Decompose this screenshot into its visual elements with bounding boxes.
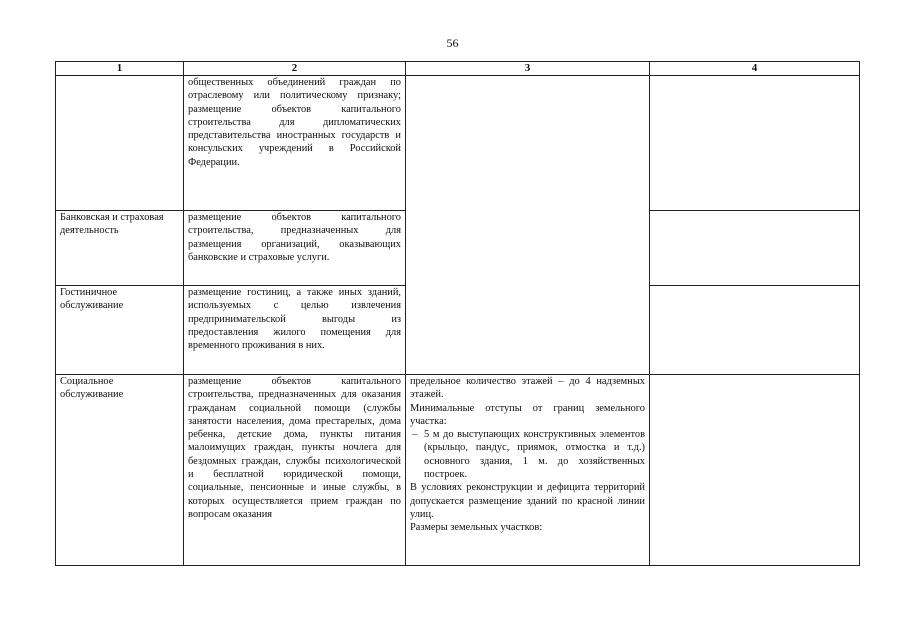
column-header-3: 3 [406, 62, 650, 76]
description-cell: размещение объектов капитального строительства, предназначенных для размещения организаций, оказывающих банковские и страховые услуги. [184, 211, 406, 286]
description-cell: размещение гостиниц, а также иных зданий, используемых с целью извлечения предпринимательской выгоды из предоставления жилого помещения для временного проживания в них. [184, 286, 406, 375]
max-floors-text: предельное количество этажей – до 4 надземных этажей. [410, 376, 645, 401]
table-row [56, 76, 860, 211]
restrictions-cell [650, 286, 860, 375]
column-header-4: 4 [650, 62, 860, 76]
use-type-cell: Социальное обслуживание [56, 375, 184, 566]
column-header-1: 1 [56, 62, 184, 76]
land-use-table [55, 61, 860, 566]
plot-sizes-heading: Размеры земельных участков: [410, 522, 543, 534]
parameters-cell [406, 375, 650, 566]
use-type-cell: Гостиничное обслуживание [56, 286, 184, 375]
restrictions-cell [650, 211, 860, 286]
description-cell: размещение объектов капитального строительства, предназначенных для оказания гражданам социальной помощи (службы занятости населения, дома престарелых, дома ребенка, детские дома, пункты питания малоимущих граждан, пункты ночлега для бездомных граждан, службы психологической и бесплатной юридической помощи, социальные, пенсионные и иные службы, в которых осуществляется прием граждан по вопросам оказания [184, 375, 406, 566]
column-header-2: 2 [184, 62, 406, 76]
use-type-cell: Банковская и страховая деятельность [56, 211, 184, 286]
page-number: 56 [446, 36, 459, 50]
description-cell: общественных объединений граждан по отраслевому или политическому признаку; размещение объектов капитального строительства для дипломатических представительства иностранных государств и консульских учреждений в Российской Федерации. [184, 76, 406, 211]
parameters-cell-empty [406, 76, 650, 375]
use-type-cell [56, 76, 184, 211]
reconstruction-text: В условиях реконструкции и дефицита территорий допускается размещение зданий по красной линии улиц. [410, 482, 645, 520]
table-header-row [56, 62, 860, 76]
setbacks-list [410, 428, 645, 481]
list-item: – 5 м до выступающих конструктивных элементов (крыльцо, пандус, приямок, отмостка и т.д.) основного здания, 1 м. до хозяйственных построек. [410, 428, 645, 481]
restrictions-cell [650, 375, 860, 566]
table-row [56, 375, 860, 566]
restrictions-cell [650, 76, 860, 211]
setbacks-heading: Минимальные отступы от границ земельного участка: [410, 402, 645, 427]
